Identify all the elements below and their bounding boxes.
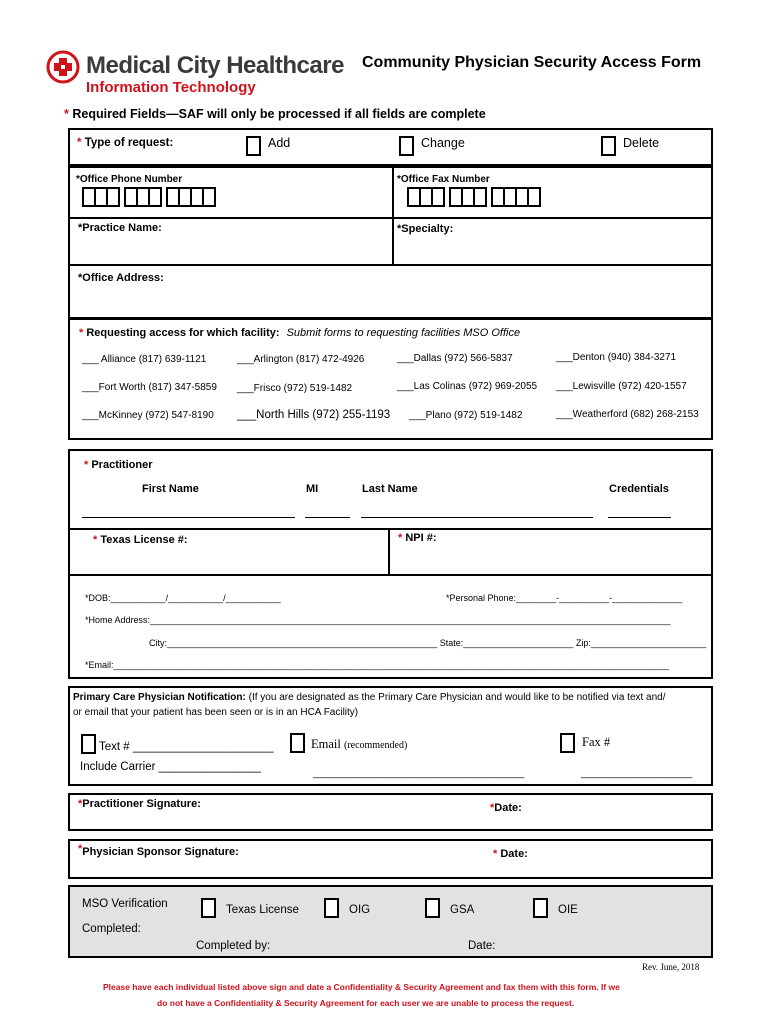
oig-checkbox[interactable]: [324, 898, 339, 918]
pcp-text-line1: (If you are designated as the Primary Care Physician and would like to be notified via text and/: [248, 692, 666, 703]
change-checkbox[interactable]: [399, 136, 414, 156]
pcp-description: [73, 690, 703, 720]
office-phone-input[interactable]: [82, 187, 220, 212]
pcp-email-note: (recommended): [343, 740, 408, 751]
facility-item-lewisville[interactable]: ___Lewisville (972) 420-1557: [556, 381, 687, 392]
mso-completed-by-label[interactable]: Completed by:: [196, 940, 271, 952]
first-name-label: First Name: [142, 483, 199, 495]
pcp-fax-option: Fax #: [582, 735, 611, 749]
npi-label: * NPI #:: [398, 532, 437, 544]
footer-notice-line2: do not have a Confidentiality & Security Agreement for each user we are unable to process the request.: [157, 998, 575, 1008]
pcp-email-label: Email: [311, 737, 341, 751]
pcp-fax-field[interactable]: ____________________: [581, 768, 693, 779]
office-fax-label: *Office Fax Number: [397, 174, 490, 185]
practitioner-signature-label[interactable]: *Practitioner Signature:: [78, 798, 201, 810]
pcp-text-line2: or email that your patient has been seen or is in an HCA Facility): [73, 707, 359, 718]
gsa-label: GSA: [450, 904, 475, 916]
logo-title: Medical City Healthcare: [86, 52, 344, 79]
office-divider-horizontal: [68, 217, 713, 219]
office-phone-label: *Office Phone Number: [76, 174, 183, 185]
add-checkbox[interactable]: [246, 136, 261, 156]
texas-license-check-label: Texas License: [226, 904, 299, 916]
office-fax-input[interactable]: [407, 187, 545, 212]
pcp-fax-checkbox[interactable]: [560, 733, 575, 753]
medical-city-cross-icon: [46, 50, 80, 84]
pcp-carrier-field[interactable]: Include Carrier ________________: [80, 761, 261, 773]
facility-item-weatherford[interactable]: ___Weatherford (682) 268-2153: [556, 409, 699, 420]
request-type-label: * Type of request:: [77, 137, 174, 149]
gsa-checkbox[interactable]: [425, 898, 440, 918]
facility-item-frisco[interactable]: ___Frisco (972) 519-1482: [237, 383, 353, 394]
mso-verification-label: MSO Verification: [82, 898, 168, 910]
oie-label: OIE: [558, 904, 578, 916]
mso-verification-box: [68, 885, 713, 958]
pcp-email-option: [311, 737, 407, 752]
required-note-text: Required Fields—SAF will only be processed if all fields are complete: [72, 107, 486, 121]
home-address-field[interactable]: *Home Address:________________________________________________________________________________________________________: [85, 615, 671, 625]
last-name-field[interactable]: [361, 517, 593, 518]
practitioner-label: * Practitioner: [84, 459, 153, 471]
delete-checkbox[interactable]: [601, 136, 616, 156]
texas-license-checkbox[interactable]: [201, 898, 216, 918]
facility-item-las-colinas[interactable]: ___Las Colinas (972) 969-2055: [397, 381, 538, 392]
change-label: Change: [421, 136, 465, 150]
footer-notice-line1: Please have each individual listed above sign and date a Confidentiality & Security Agreement and fax them with this form. If we: [103, 982, 620, 992]
delete-label: Delete: [623, 136, 660, 150]
pcp-email-field[interactable]: ______________________________________: [313, 768, 525, 779]
facility-header: * Requesting access for which facility: Submit forms to requesting facilities MSO Office: [79, 327, 521, 339]
office-address-label: *Office Address:: [78, 272, 164, 284]
personal-phone-field[interactable]: *Personal Phone:________-__________-______________: [446, 593, 683, 603]
last-name-label: Last Name: [362, 483, 418, 495]
mso-date-label[interactable]: Date:: [468, 940, 496, 952]
facility-item-alliance[interactable]: ___ Alliance (817) 639-1121: [82, 354, 207, 365]
sponsor-date-label[interactable]: * Date:: [493, 848, 528, 860]
facility-item-denton[interactable]: ___Denton (940) 384-3271: [556, 352, 677, 363]
pcp-label: Primary Care Physician Notification:: [73, 692, 246, 703]
required-asterisk: *: [64, 107, 69, 121]
practitioner-date-label[interactable]: *Date:: [490, 802, 522, 814]
mi-field[interactable]: [305, 517, 350, 518]
logo: [46, 50, 346, 98]
facility-item-plano[interactable]: ___Plano (972) 519-1482: [409, 410, 523, 421]
city-state-zip-field[interactable]: City:______________________________________________________ State:______________________ Zip:_______________________: [149, 638, 707, 648]
oie-checkbox[interactable]: [533, 898, 548, 918]
mso-completed-label: Completed:: [82, 923, 141, 935]
license-npi-divider: [388, 528, 390, 575]
pcp-email-checkbox[interactable]: [290, 733, 305, 753]
credentials-label: Credentials: [609, 483, 669, 495]
license-row-divider-bottom: [68, 574, 713, 576]
pcp-text-checkbox[interactable]: [81, 734, 96, 754]
office-address-box: [68, 264, 713, 319]
texas-license-label: * Texas License #:: [93, 534, 188, 546]
form-title: Community Physician Security Access Form: [362, 54, 702, 71]
sponsor-signature-box: [68, 839, 713, 879]
facility-item-mckinney[interactable]: ___McKinney (972) 547-8190: [82, 410, 214, 421]
facility-note: Submit forms to requesting facilities MSO Office: [286, 327, 521, 339]
office-divider-vertical: [392, 166, 394, 266]
revision-date: Rev. June, 2018: [642, 962, 700, 972]
sponsor-signature-label[interactable]: *Physician Sponsor Signature:: [78, 843, 239, 858]
facility-label: Requesting access for which facility:: [86, 327, 280, 339]
practice-name-label: *Practice Name:: [78, 222, 162, 234]
dob-field[interactable]: *DOB:___________/___________/___________: [85, 593, 281, 603]
logo-subtitle: Information Technology: [86, 79, 256, 96]
facility-item-north-hills[interactable]: ___North Hills (972) 255-1193: [237, 409, 391, 421]
oig-label: OIG: [349, 904, 371, 916]
pcp-text-option[interactable]: Text # ______________________: [99, 741, 274, 753]
facility-item-arlington[interactable]: ___Arlington (817) 472-4926: [237, 354, 365, 365]
facility-item-fort-worth[interactable]: ___Fort Worth (817) 347-5859: [82, 382, 217, 393]
mi-label: MI: [306, 483, 319, 495]
facility-item-dallas[interactable]: ___Dallas (972) 566-5837: [397, 353, 513, 364]
specialty-label: *Specialty:: [397, 223, 454, 235]
first-name-field[interactable]: [82, 517, 295, 518]
required-note: [64, 107, 486, 121]
license-row-divider: [68, 528, 713, 530]
credentials-field[interactable]: [608, 517, 671, 518]
email-field[interactable]: *Email:_______________________________________________________________________________________________________________: [85, 660, 670, 670]
add-label: Add: [268, 136, 291, 150]
